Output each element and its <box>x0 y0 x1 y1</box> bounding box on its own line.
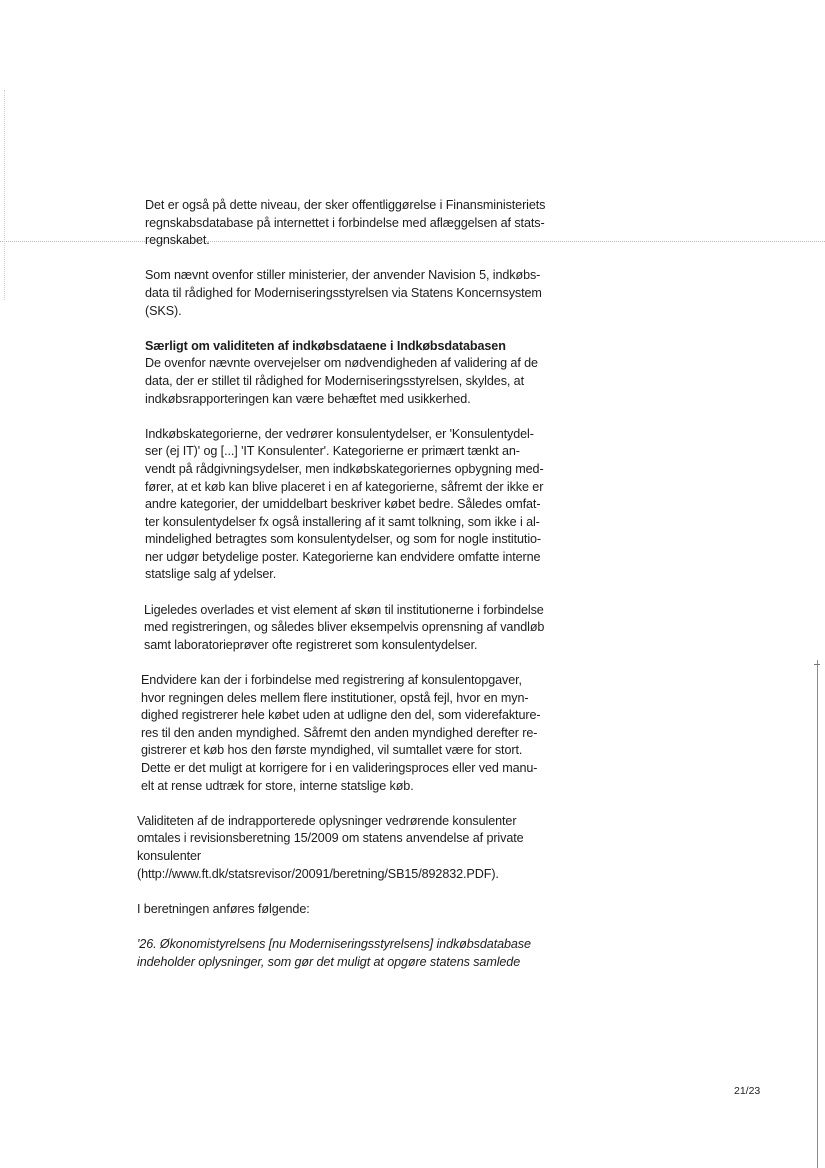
paragraph-validity <box>137 338 585 408</box>
paragraph-quote <box>137 936 585 971</box>
text-line: regnskabet. <box>145 233 210 248</box>
paragraph-discretion <box>137 602 585 655</box>
text-line: res til den anden myndighed. Såfremt den anden myndighed derefter re- <box>141 725 538 740</box>
scan-artifact-edge-left <box>4 90 5 300</box>
text-line: dighed registrerer hele købet uden at udligne den del, som viderefakture- <box>141 708 541 723</box>
text-line: regnskabsdatabase på internettet i forbindelse med aflæggelsen af stats- <box>145 215 545 230</box>
text-line: Det er også på dette niveau, der sker offentliggørelse i Finansministeriets <box>145 198 546 212</box>
text-line: indkøbsrapporteringen kan være behæftet med usikkerhed. <box>145 391 471 406</box>
scan-artifact-tick <box>814 664 820 665</box>
paragraph-categories <box>137 426 585 584</box>
text-line: elt at rense udtræk for store, interne statslige køb. <box>141 778 414 793</box>
text-line: ter konsulentydelser fx også installering af it samt tolkning, som ikke i al- <box>145 514 540 529</box>
text-line: med registreringen, og således bliver eksempelvis oprensning af vandløb <box>144 620 545 635</box>
section-heading: Særligt om validiteten af indkøbsdataene i Indkøbsdatabasen <box>145 338 506 353</box>
text-line: Ligeledes overlades et vist element af skøn til institutionerne i forbindelse <box>144 602 544 617</box>
text-line: Validiteten af de indrapporterede oplysninger vedrørende konsulenter <box>137 813 517 828</box>
text-line: ner udgør betydelige poster. Kategorierne kan endvidere omfatte interne <box>145 549 541 564</box>
text-line: Dette er det muligt at korrigere for i en valideringsproces eller ved manu- <box>141 761 538 775</box>
text-line: (SKS). <box>145 303 182 318</box>
text-line: konsulenter <box>137 848 202 863</box>
text-line: andre kategorier, der umiddelbart beskriver købet bedre. Således omfat- <box>145 497 541 512</box>
text-line: Endvidere kan der i forbindelse med registrering af konsulentopgaver, <box>141 673 522 688</box>
paragraph-publication <box>137 197 585 250</box>
scan-artifact-edge-right <box>817 660 818 1168</box>
text-line: data, der er stillet til rådighed for Moderniseringsstyrelsen, skyldes, at <box>145 373 524 388</box>
text-line: I beretningen anføres følgende: <box>137 901 310 916</box>
text-line: Indkøbskategorierne, der vedrører konsulentydelser, er 'Konsulentydel- <box>145 426 534 441</box>
text-line: ser (ej IT)' og [...] 'IT Konsulenter'. Kategorierne er primært tænkt an- <box>145 444 520 459</box>
page-number: 21/23 <box>734 1085 761 1097</box>
text-line: data til rådighed for Moderniseringsstyrelsen via Statens Koncernsystem <box>145 285 542 300</box>
document-body <box>137 197 585 971</box>
paragraph-registration <box>137 672 585 795</box>
url-text: (http://www.ft.dk/statsrevisor/20091/beretning/SB15/892832.PDF). <box>137 866 499 881</box>
paragraph-quote-intro <box>137 901 585 919</box>
text-line: omtales i revisionsberetning 15/2009 om statens anvendelse af private <box>137 831 524 846</box>
paragraph-audit-report <box>137 813 585 883</box>
text-line: fører, at et køb kan blive placeret i en af kategorierne, såfremt der ikke er <box>145 479 544 494</box>
text-line: gistrerer et køb hos den første myndighed, vil sumtallet være for stort. <box>141 743 523 758</box>
quote-line: indeholder oplysninger, som gør det muligt at opgøre statens samlede <box>137 954 521 969</box>
paragraph-navision <box>137 267 585 320</box>
text-line: hvor regningen deles mellem flere institutioner, opstå fejl, hvor en myn- <box>141 690 529 705</box>
text-line: Som nævnt ovenfor stiller ministerier, der anvender Navision 5, indkøbs- <box>145 268 541 283</box>
quote-line: '26. Økonomistyrelsens [nu Moderniseringsstyrelsens] indkøbsdatabase <box>137 936 531 951</box>
text-line: statslige salg af ydelser. <box>145 567 277 582</box>
text-line: De ovenfor nævnte overvejelser om nødvendigheden af validering af de <box>145 356 538 371</box>
text-line: samt laboratorieprøver ofte registreret som konsulentydelser. <box>144 637 478 652</box>
text-line: vendt på rådgivningsydelser, men indkøbskategoriernes opbygning med- <box>145 461 544 476</box>
text-line: mindelighed betragtes som konsulentydelser, og som for nogle institutio- <box>145 532 542 547</box>
